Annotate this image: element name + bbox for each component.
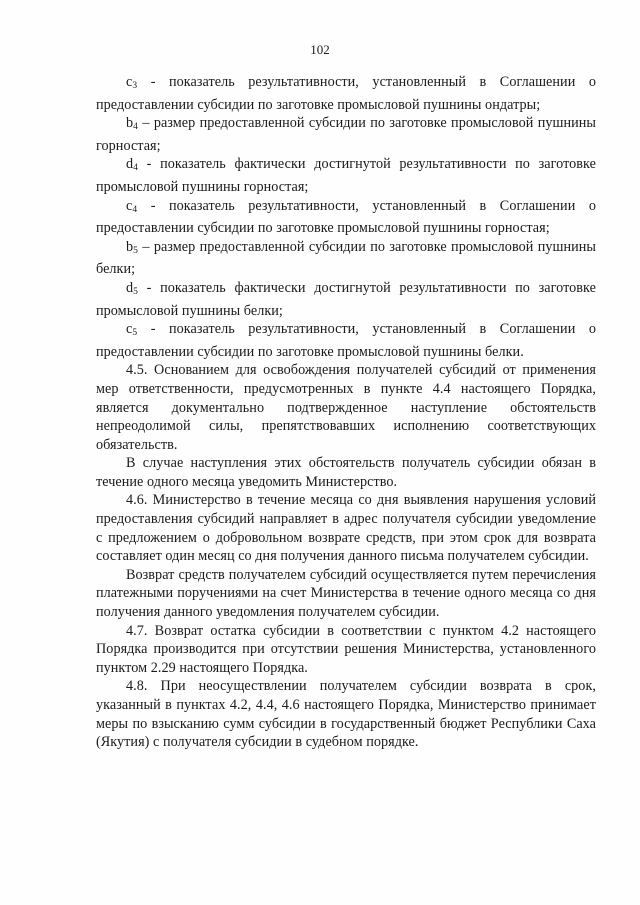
variable-symbol: d [126, 279, 134, 296]
variable-index: 5 [133, 245, 138, 256]
section-4-6: 4.6. Министерство в течение месяца со дня выявления нарушения условий предоставления субсидий направляет в адрес получателя субсидии уведомление с предложением о добровольном возврате средств, при этом срок для возврата составляет один месяц со дня получения данного письма получателем субсидии. [96, 492, 596, 565]
page-number: 102 [310, 42, 330, 57]
variable-index: 3 [132, 81, 138, 91]
section-4-5-notice: В случае наступления этих обстоятельств получатель субсидии обязан в течение одного месяца уведомить Министерство. [96, 455, 596, 490]
definition-text: – размер предоставленной субсидии по заготовке промысловой пушнины горностая; [96, 115, 596, 154]
definition-text: - показатель результативности, установленный в Соглашении о предоставлении субсидии по заготовке промысловой пушнины белки. [96, 321, 596, 360]
variable-index: 5 [133, 286, 138, 297]
variable-index: 4 [132, 204, 138, 215]
variable-symbol: d [126, 156, 134, 173]
section-4-5: 4.5. Основанием для освобождения получателей субсидий от применения мер ответственности, предусмотренных в пункте 4.4 настоящего Порядка, является документально подтвержденное наступление обстоятельств непреодолимой силы, препятствовавших исполнению соответствующих обязательств. [96, 362, 596, 453]
definition-text: - показатель результативности, установленный в Соглашении о предоставлении субсидии по заготовке промысловой пушнины горностая; [96, 197, 596, 237]
definition-c3 [96, 73, 596, 114]
variable-index: 5 [132, 328, 138, 339]
definition-c4 [96, 197, 596, 238]
definition-c5 [96, 320, 596, 361]
variable-symbol: b [126, 115, 134, 132]
variable-index: 4 [133, 122, 138, 133]
definition-b5 [96, 238, 596, 279]
definition-d5 [96, 279, 596, 320]
variable-index: 4 [133, 163, 138, 174]
section-4-8: 4.8. При неосуществлении получателем субсидии возврата в срок, указанный в пунктах 4.2, 4.4, 4.6 настоящего Порядка, Министерство принимает меры по взысканию сумм субсидии в государственный бюджет Республики Саха (Якутия) с получателя субсидии в судебном порядке. [96, 678, 596, 751]
definition-b4 [96, 114, 596, 155]
definition-text: - показатель результативности, установленный в Соглашении о предоставлении субсидии по заготовке промысловой пушнины ондатры; [96, 74, 596, 113]
variable-symbol: c [126, 197, 133, 214]
variable-symbol: c [126, 321, 133, 338]
document-body [96, 73, 596, 752]
variable-symbol: c [126, 74, 133, 90]
section-4-6-refund: Возврат средств получателем субсидий осуществляется путем перечисления платежными поручениями на счет Министерства в течение одного месяца со дня получения данного уведомления получателем субсидии. [96, 566, 596, 621]
definition-text: - показатель фактически достигнутой результативности по заготовке промысловой пушнины горностая; [96, 156, 596, 195]
definition-d4 [96, 155, 596, 196]
definition-text: - показатель фактически достигнутой результативности по заготовке промысловой пушнины белки; [96, 279, 596, 319]
definition-text: – размер предоставленной субсидии по заготовке промысловой пушнины белки; [96, 238, 596, 278]
variable-symbol: b [126, 238, 134, 255]
section-4-7: 4.7. Возврат остатка субсидии в соответствии с пунктом 4.2 настоящего Порядка производится при отсутствии решения Министерства, установленного пунктом 2.29 настоящего Порядка. [96, 622, 596, 676]
